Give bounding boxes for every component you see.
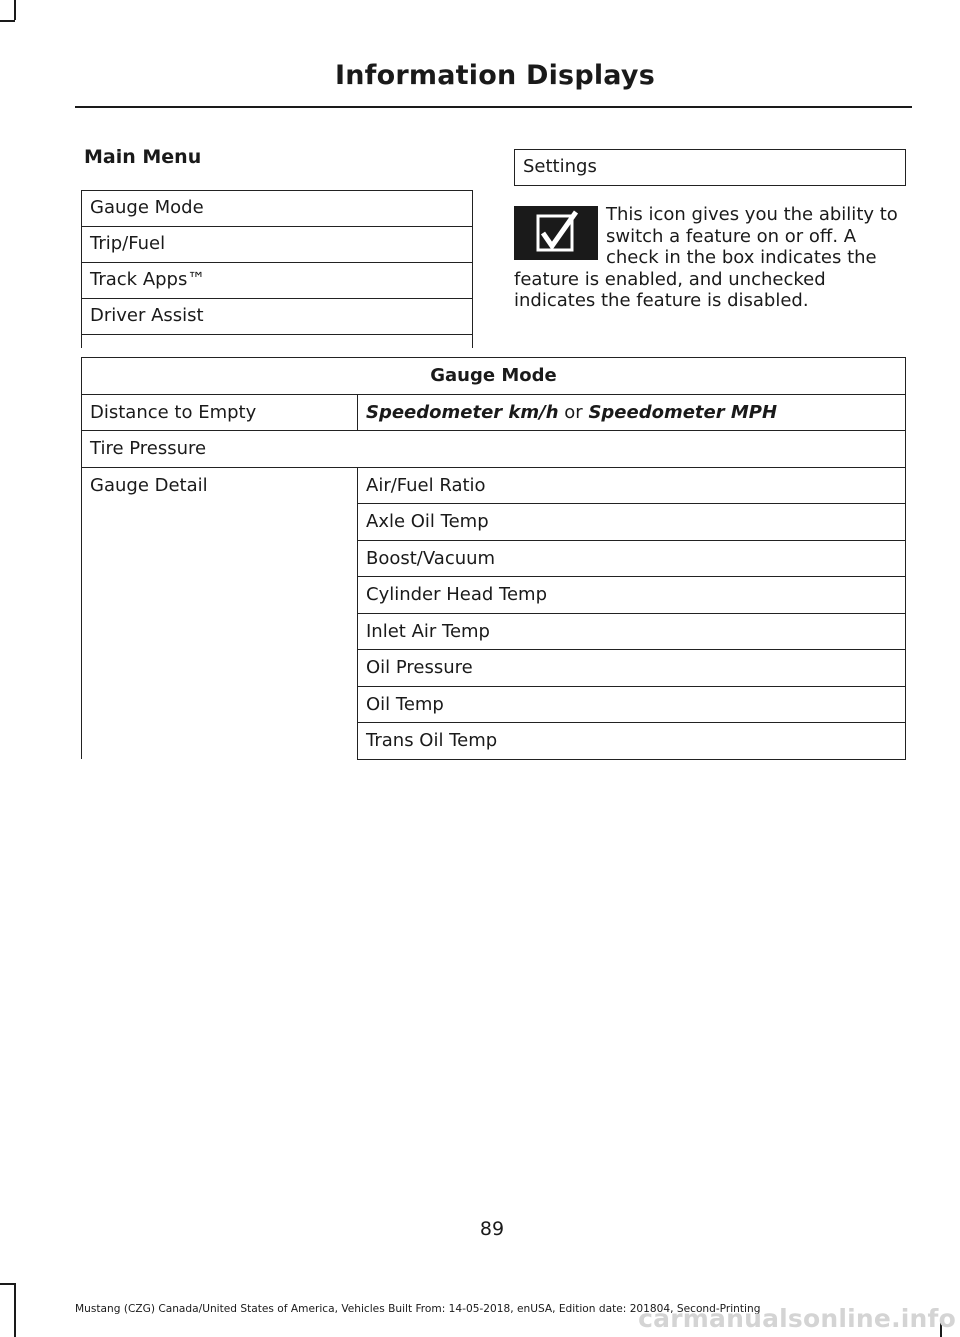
tire-pressure-cell: Tire Pressure [82,431,906,468]
crop-mark [0,1283,15,1285]
speedometer-mph: Speedometer MPH [588,401,778,423]
crop-mark [14,0,16,20]
menu-item-track-apps: Track Apps™ [81,262,473,298]
gauge-option: Boost/Vacuum [358,540,906,577]
gauge-mode-table [81,357,906,760]
crop-mark [14,1283,16,1337]
main-menu-table [81,190,473,348]
gauge-option: Cylinder Head Temp [358,577,906,614]
settings-icon-description [514,204,906,312]
page-title: Information Displays [335,60,655,91]
menu-item-empty [81,334,473,348]
gauge-option: Air/Fuel Ratio [358,467,906,504]
gauge-option: Axle Oil Temp [358,504,906,541]
speedometer-kmh: Speedometer km/h [366,401,559,423]
page-number: 89 [479,1218,505,1240]
gauge-option: Inlet Air Temp [358,613,906,650]
speedometer-options-cell [358,394,906,431]
description-text: This icon gives you the ability to switch a feature on or off. A check in the box indicates the feature is enabled, and unchecked indicates the feature is disabled. [514,204,898,311]
menu-item-trip-fuel: Trip/Fuel [81,226,473,262]
menu-item-gauge-mode: Gauge Mode [81,190,473,226]
gauge-option: Oil Temp [358,686,906,723]
menu-item-driver-assist: Driver Assist [81,298,473,334]
footer-text: Mustang (CZG) Canada/United States of America, Vehicles Built From: 14-05-2018, enUSA, Edition date: 201804, Second-Printing [75,1303,761,1315]
settings-label: Settings [514,149,906,186]
gauge-option: Trans Oil Temp [358,723,906,760]
or-connector: or [564,401,583,423]
gauge-mode-title: Gauge Mode [82,358,906,395]
watermark: carmanualsonline.info [638,1304,956,1333]
gauge-option: Oil Pressure [358,650,906,687]
crop-mark [0,20,15,22]
main-menu-heading: Main Menu [84,146,202,168]
header-divider [75,106,912,108]
gauge-detail-cell: Gauge Detail [82,467,358,759]
distance-to-empty-cell: Distance to Empty [82,394,358,431]
